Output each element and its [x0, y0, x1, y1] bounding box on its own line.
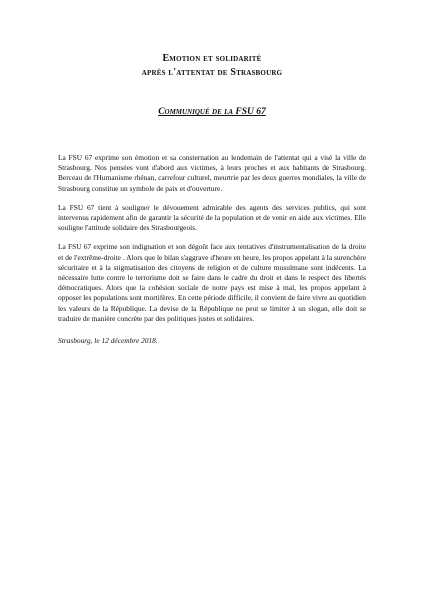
paragraph-1: La FSU 67 exprime son émotion et sa consternation au lendemain de l'attentat qui a visé la ville de Strasbourg. Nos pensées vont d'abord aux victimes, à leurs proches et aux habitants de Strasbourg. Berceau de l'Humanisme rhénan, carrefour culturel, meurtrie par les deux guerres mondiales, la ville de Strasbourg constitue un symbole de paix et d'ouverture. — [58, 153, 366, 193]
title-line-2: après l'attentat de Strasbourg — [141, 67, 283, 78]
document-title — [58, 52, 366, 80]
signoff-date: Strasbourg, le 12 décembre 2018. — [58, 336, 158, 346]
paragraph-2: La FSU 67 tient à souligner le dévouement admirable des agents des services publics, qui sont intervenus rapidement afin de garantir la sécurité de la population et de venir en aide aux victimes. Elle souligne l'attitude solidaire des Strasbourgeois. — [58, 202, 366, 233]
title-line-1: Emotion et solidarité — [162, 53, 262, 64]
document-subtitle: Communiqué de la FSU 67 — [158, 107, 266, 117]
paragraph-3: La FSU 67 exprime son indignation et son dégoût face aux tentatives d'instrumentalisation de la droite et de l'extrême-droite . Alors que le bilan s'aggrave d'heure en heure, les propos appelant à la surenchère sécuritaire et à la stigmatisation des citoyens de religion et de culture musulmane sont indécents. La nécessaire lutte contre le terrorisme doit se faire dans le cadre du droit et dans le respect des libertés démocratiques. Alors que la cohésion sociale de notre pays est mise à mal, les propos appelant à opposer les populations sont mortifères. En cette période difficile, il convient de faire vivre au quotidien les valeurs de la République. La devise de la République ne peut se limiter à un slogan, elle doit se traduire de manière concrète par des politiques justes et solidaires. — [58, 242, 366, 323]
document-body — [58, 153, 366, 324]
